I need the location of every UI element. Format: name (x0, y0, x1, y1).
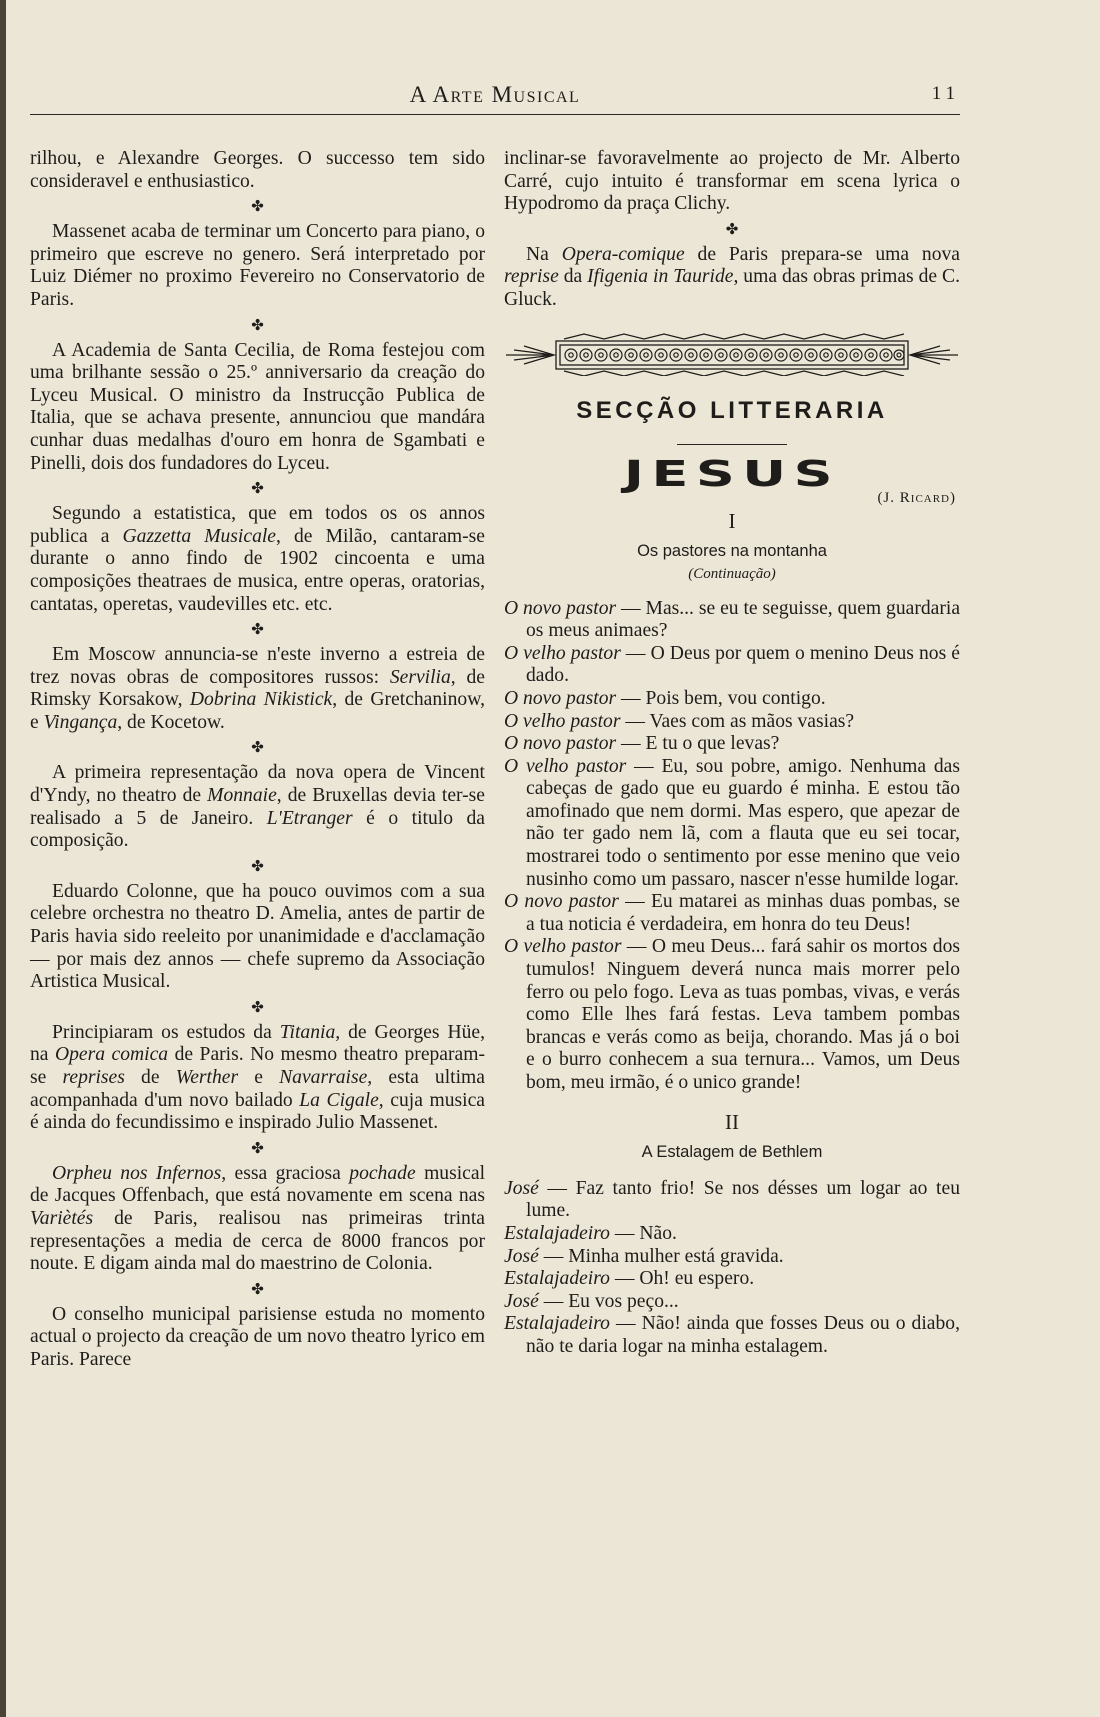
ornament-icon: ✤ (251, 620, 264, 639)
part-title: A Estalagem de Bethlem (641, 1143, 823, 1162)
journal-title: A Arte Musical (409, 82, 581, 107)
binding-edge (0, 0, 6, 1717)
decorative-banner-icon (504, 330, 960, 376)
ornament-icon: ✤ (251, 197, 264, 216)
title-rule (677, 444, 787, 445)
news-paragraph: Massenet acaba de terminar um Concerto para piano, o primeiro que escreve no genero. Será interpretado por Luiz Diémer no proximo Fevereiro no Conservatorio de Paris. (30, 221, 485, 310)
dialogue-line: O velho pastor — Eu, sou pobre, amigo. Nenhuma das cabeças de gado que eu guardo é minha. E estou tão amofinado que nem dormi. Mas espero, que apezar de não ter gado nem lã, com a flauta que eu sei tocar, mostrarei todo o sentimento por esse menino que veio nusinho como um passaro, nascer n'esse humilde logar. (504, 755, 960, 890)
section-title: SECÇÃO LITTERARIA (576, 396, 888, 424)
news-paragraph: O conselho municipal parisiense estuda no momento actual o projecto da creação de um novo theatro lyrico em Paris. Parece (30, 1303, 485, 1370)
news-paragraph: rilhou, e Alexandre Georges. O successo tem sido consideravel e enthusiastico. (30, 148, 485, 192)
news-paragraph: Na Opera-comique de Paris prepara-se uma nova reprise da Ifigenia in Tauride, uma das obras primas de C. Gluck. (504, 243, 960, 310)
dialogue-line: O velho pastor — O Deus por quem o menino Deus nos é dado. (504, 642, 960, 687)
continuation-note: (Continuação) (688, 565, 776, 582)
dialogue-line: José — Minha mulher está gravida. (504, 1245, 784, 1267)
running-head (30, 82, 960, 112)
page-number: 11 (931, 83, 960, 104)
dialogue-line: José — Faz tanto frio! Se nos désses um logar ao teu lume. (504, 1177, 960, 1222)
news-paragraph: Segundo a estatistica, que em todos os os annos publica a Gazzetta Musicale, de Milão, cantaram-se durante o anno findo de 1902 cincoenta e uma composições theatraes de musica, entre operas, oratorias, cantatas, operetas, vaudevilles etc. etc. (30, 503, 485, 615)
news-paragraph: Principiaram os estudos da Titania, de Georges Hüe, na Opera comica de Paris. No mesmo theatro preparam-se reprises de Werther e Navarraise, esta ultima acompanhada d'um novo bailado La Cigale, cuja musica é ainda do fecundissimo e inspirado Julio Massenet. (30, 1021, 485, 1134)
news-paragraph: Em Moscow annuncia-se n'este inverno a estreia de trez novas obras de compositores russos: Servilia, de Rimsky Korsakow, Dobrina Nikistick, de Gretchaninow, e Vingança, de Kocetow. (30, 644, 485, 733)
ornament-icon: ✤ (251, 856, 264, 875)
part-title: Os pastores na montanha (637, 542, 827, 561)
left-column (30, 148, 485, 1372)
dialogue-line: O velho pastor — Vaes com as mãos vasias? (504, 710, 855, 732)
author-byline: (J. Ricard) (877, 490, 956, 507)
dialogue-line: O velho pastor — O meu Deus... fará sahir os mortos dos tumulos! Ninguem deverá nunca mais morrer pelo ferro ou pelo fogo. Leva as tuas pombas, vivas, e verás como Elle lhes fará festas. Leva tambem pombas brancas e verás como as beija, chorando. Mas já o boi e o burro conhecem a sua ternura... Vamos, um Deus bom, meu irmão, é o unico grande! (504, 936, 960, 1093)
header-rule (30, 114, 960, 115)
ornament-icon: ✤ (251, 315, 264, 334)
news-paragraph: Eduardo Colonne, que ha pouco ouvimos com a sua celebre orchestra no theatro D. Amelia, antes de partir de Paris havia sido reeleito por unanimidade e d'acclamação — por mais dez annos — chefe supremo da Associação Artistica Musical. (30, 880, 485, 993)
ornament-icon: ✤ (251, 1138, 264, 1157)
dialogue-line: O novo pastor — Eu matarei as minhas duas pombas, se a tua noticia é verdadeira, em honra do teu Deus! (504, 891, 960, 935)
dialogue-line: Estalajadeiro — Não. (504, 1222, 677, 1244)
ornament-icon: ✤ (725, 219, 739, 238)
part-number: II (725, 1109, 739, 1134)
right-column (504, 148, 960, 1359)
ornament-icon: ✤ (251, 997, 264, 1016)
ornament-icon: ✤ (251, 1279, 264, 1298)
dialogue-line: O novo pastor — Pois bem, vou contigo. (504, 687, 826, 709)
news-paragraph: A Academia de Santa Cecilia, de Roma festejou com uma brilhante sessão o 25.º anniversario da creação do Lyceu Musical. O ministro da Instrucção Publica de Italia, que se achava presente, annunciou que mandára cunhar duas medalhas d'ouro em honra de Sgambati e Pinelli, dois dos fundadores do Lyceu. (30, 339, 485, 474)
dialogue-line: O novo pastor — E tu o que levas? (504, 733, 780, 755)
dialogue-line: Estalajadeiro — Não! ainda que fosses Deus ou o diabo, não te daria logar na minha estalagem. (504, 1313, 960, 1357)
dialogue-line: Estalajadeiro — Oh! eu espero. (504, 1268, 755, 1290)
news-paragraph: Orpheu nos Infernos, essa graciosa pochade musical de Jacques Offenbach, que está novamente em scena nas Variètés de Paris, realisou nas primeiras trinta representações a media de cerca de 8000 francos por noute. E digam ainda mal do maestrino de Colonia. (30, 1162, 486, 1275)
ornament-icon: ✤ (251, 479, 264, 498)
part-number: I (728, 508, 736, 533)
news-paragraph: A primeira representação da nova opera de Vincent d'Yndy, no theatro de Monnaie, de Bruxellas devia ter-se realisado a 5 de Janeiro. L'Etranger é o titulo da composição. (30, 762, 485, 852)
news-paragraph: inclinar-se favoravelmente ao projecto de Mr. Alberto Carré, cujo intuito é transformar em scena lyrica o Hypodromo da praça Clichy. (504, 148, 960, 215)
ornament-icon: ✤ (251, 738, 264, 757)
dialogue-line: José — Eu vos peço... (504, 1290, 679, 1312)
dialogue-line: O novo pastor — Mas... se eu te seguisse, quem guardaria os meus animaes? (504, 597, 961, 642)
story-title: JESUS (623, 454, 841, 496)
